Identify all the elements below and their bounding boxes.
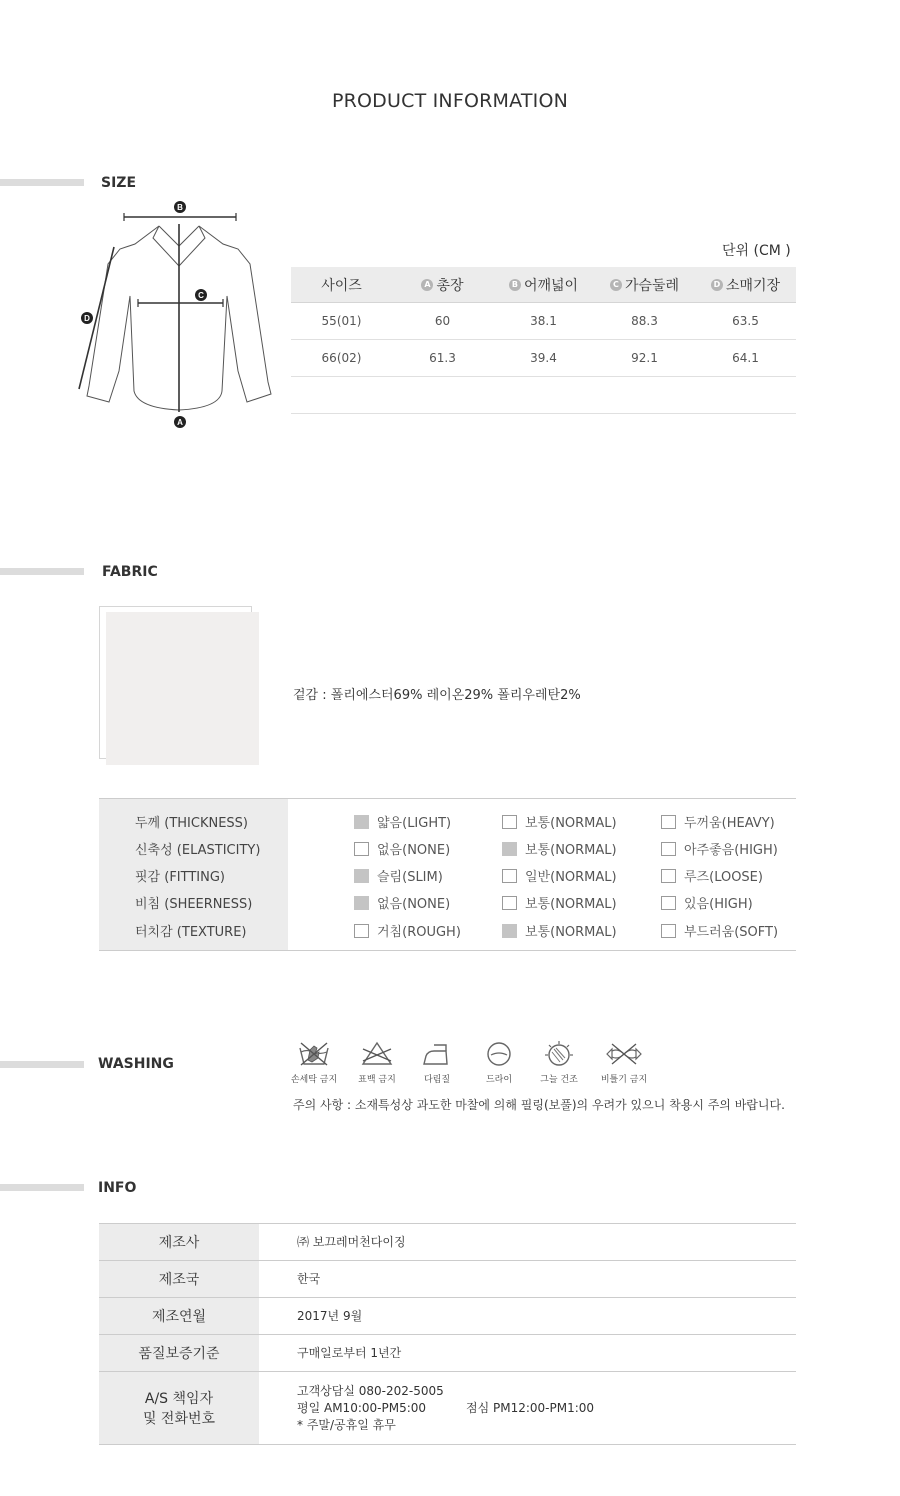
option-normal: 일반(NORMAL) xyxy=(502,866,617,885)
info-value: 한국 xyxy=(297,1271,321,1286)
marker-a xyxy=(174,416,186,428)
info-key: 품질보증기준 xyxy=(99,1335,259,1371)
checkbox-checked xyxy=(354,896,369,910)
section-divider xyxy=(0,568,84,575)
property-row-elasticity xyxy=(99,835,796,862)
cell-shoulder: 38.1 xyxy=(530,314,557,328)
checkbox xyxy=(661,842,676,856)
cell-shoulder: 39.4 xyxy=(530,351,557,365)
cell-length: 61.3 xyxy=(429,351,456,365)
cell-size: 55(01) xyxy=(321,314,362,328)
section-divider xyxy=(0,1061,84,1068)
info-value: 구매일로부터 1년간 xyxy=(297,1345,402,1360)
header-length: A 총장 xyxy=(392,275,493,295)
cell-chest: 88.3 xyxy=(631,314,658,328)
checkbox xyxy=(661,815,676,829)
fabric-properties-table xyxy=(99,798,796,951)
cell-length: 60 xyxy=(434,314,451,328)
option-loose: 루즈(LOOSE) xyxy=(661,866,763,885)
option-high: 아주좋음(HIGH) xyxy=(661,839,778,858)
table-row-empty xyxy=(291,377,796,414)
fabric-swatch xyxy=(106,612,259,765)
property-name: 터치감 (TEXTURE) xyxy=(135,925,247,940)
checkbox xyxy=(502,869,517,883)
header-sleeve: D 소매기장 xyxy=(695,275,796,295)
cell-sleeve: 64.1 xyxy=(732,351,759,365)
size-section-label: SIZE xyxy=(101,175,137,191)
checkbox-checked xyxy=(354,869,369,883)
svg-text:B: B xyxy=(177,203,183,212)
property-row-sheerness xyxy=(99,889,796,916)
option-none: 없음(NONE) xyxy=(354,839,450,858)
info-table xyxy=(99,1223,796,1445)
size-table xyxy=(291,267,796,414)
info-key: A/S 책임자 및 전화번호 xyxy=(99,1372,259,1444)
table-row xyxy=(291,303,796,340)
property-row-fitting xyxy=(99,862,796,889)
checkbox xyxy=(661,924,676,938)
checkbox xyxy=(502,815,517,829)
header-chest: C 가슴둘레 xyxy=(594,275,695,295)
property-name: 비침 (SHEERNESS) xyxy=(135,897,253,912)
cell-size: 66(02) xyxy=(321,351,362,365)
property-name: 핏감 (FITTING) xyxy=(135,870,225,885)
info-key: 제조연월 xyxy=(99,1298,259,1334)
info-row-manufacturer xyxy=(99,1224,796,1261)
option-slim: 슬림(SLIM) xyxy=(354,866,443,885)
bleach-prohibited-icon: 표백 금지 xyxy=(347,1040,407,1085)
svg-text:D: D xyxy=(84,314,90,323)
svg-text:C: C xyxy=(198,291,204,300)
option-normal: 보통(NORMAL) xyxy=(502,893,617,912)
header-size: 사이즈 xyxy=(321,277,362,294)
shirt-measurement-diagram xyxy=(75,196,280,436)
size-table-header xyxy=(291,267,796,303)
size-unit-label: 단위 (CM ) xyxy=(722,243,791,259)
cell-chest: 92.1 xyxy=(631,351,658,365)
option-high: 있음(HIGH) xyxy=(661,893,753,912)
option-rough: 거침(ROUGH) xyxy=(354,921,461,940)
info-row-country xyxy=(99,1261,796,1298)
washing-caution-note: 주의 사항 : 소재특성상 과도한 마찰에 의해 필링(보풀)의 우려가 있으니 착용시 주의 바랍니다. xyxy=(293,1098,785,1112)
info-row-manufacture-date xyxy=(99,1298,796,1335)
info-key: 제조국 xyxy=(99,1261,259,1297)
checkbox xyxy=(502,896,517,910)
iron-icon: 다림질 xyxy=(407,1040,467,1085)
info-key: 제조사 xyxy=(99,1224,259,1260)
washing-section-label: WASHING xyxy=(98,1056,174,1072)
page-title: PRODUCT INFORMATION xyxy=(331,90,569,112)
info-value: 2017년 9월 xyxy=(297,1308,363,1323)
option-soft: 부드러움(SOFT) xyxy=(661,921,778,940)
dry-clean-icon: 드라이 xyxy=(469,1040,529,1085)
property-row-texture xyxy=(99,917,796,944)
section-divider xyxy=(0,1184,84,1191)
table-row xyxy=(291,340,796,377)
fabric-section-label: FABRIC xyxy=(102,564,158,580)
property-name: 두께 (THICKNESS) xyxy=(135,816,248,831)
info-value: 고객상담실 080-202-5005 평일 AM10:00-PM5:00 점심 PM12:00-PM1:00 * 주말/공휴일 휴무 xyxy=(297,1383,595,1432)
marker-c xyxy=(195,289,207,301)
section-divider xyxy=(0,179,84,186)
option-normal: 보통(NORMAL) xyxy=(502,921,617,940)
checkbox-checked xyxy=(502,842,517,856)
info-row-warranty xyxy=(99,1335,796,1372)
svg-text:A: A xyxy=(177,418,183,427)
option-normal: 보통(NORMAL) xyxy=(502,839,617,858)
info-value: ㈜ 보끄레머천다이징 xyxy=(297,1234,406,1249)
checkbox xyxy=(354,842,369,856)
wring-prohibited-icon: 비틀기 금지 xyxy=(594,1040,654,1085)
checkbox-checked xyxy=(354,815,369,829)
property-name: 신축성 (ELASTICITY) xyxy=(135,843,261,858)
checkbox xyxy=(661,896,676,910)
fabric-composition: 겉감 : 폴리에스터69% 레이온29% 폴리우레탄2% xyxy=(293,688,581,703)
info-section-label: INFO xyxy=(98,1180,137,1196)
marker-b xyxy=(174,201,186,213)
marker-d xyxy=(81,312,93,324)
hand-wash-prohibited-icon: 손세탁 금지 xyxy=(284,1040,344,1085)
option-none: 없음(NONE) xyxy=(354,893,450,912)
cell-sleeve: 63.5 xyxy=(732,314,759,328)
property-row-thickness xyxy=(99,808,796,835)
option-heavy: 두꺼움(HEAVY) xyxy=(661,812,775,831)
checkbox-checked xyxy=(502,924,517,938)
shade-dry-icon: 그늘 건조 xyxy=(529,1040,589,1085)
option-light: 얇음(LIGHT) xyxy=(354,812,451,831)
header-shoulder: B 어깨넓이 xyxy=(493,275,594,295)
option-normal: 보통(NORMAL) xyxy=(502,812,617,831)
info-row-as-contact xyxy=(99,1372,796,1445)
checkbox xyxy=(661,869,676,883)
checkbox xyxy=(354,924,369,938)
